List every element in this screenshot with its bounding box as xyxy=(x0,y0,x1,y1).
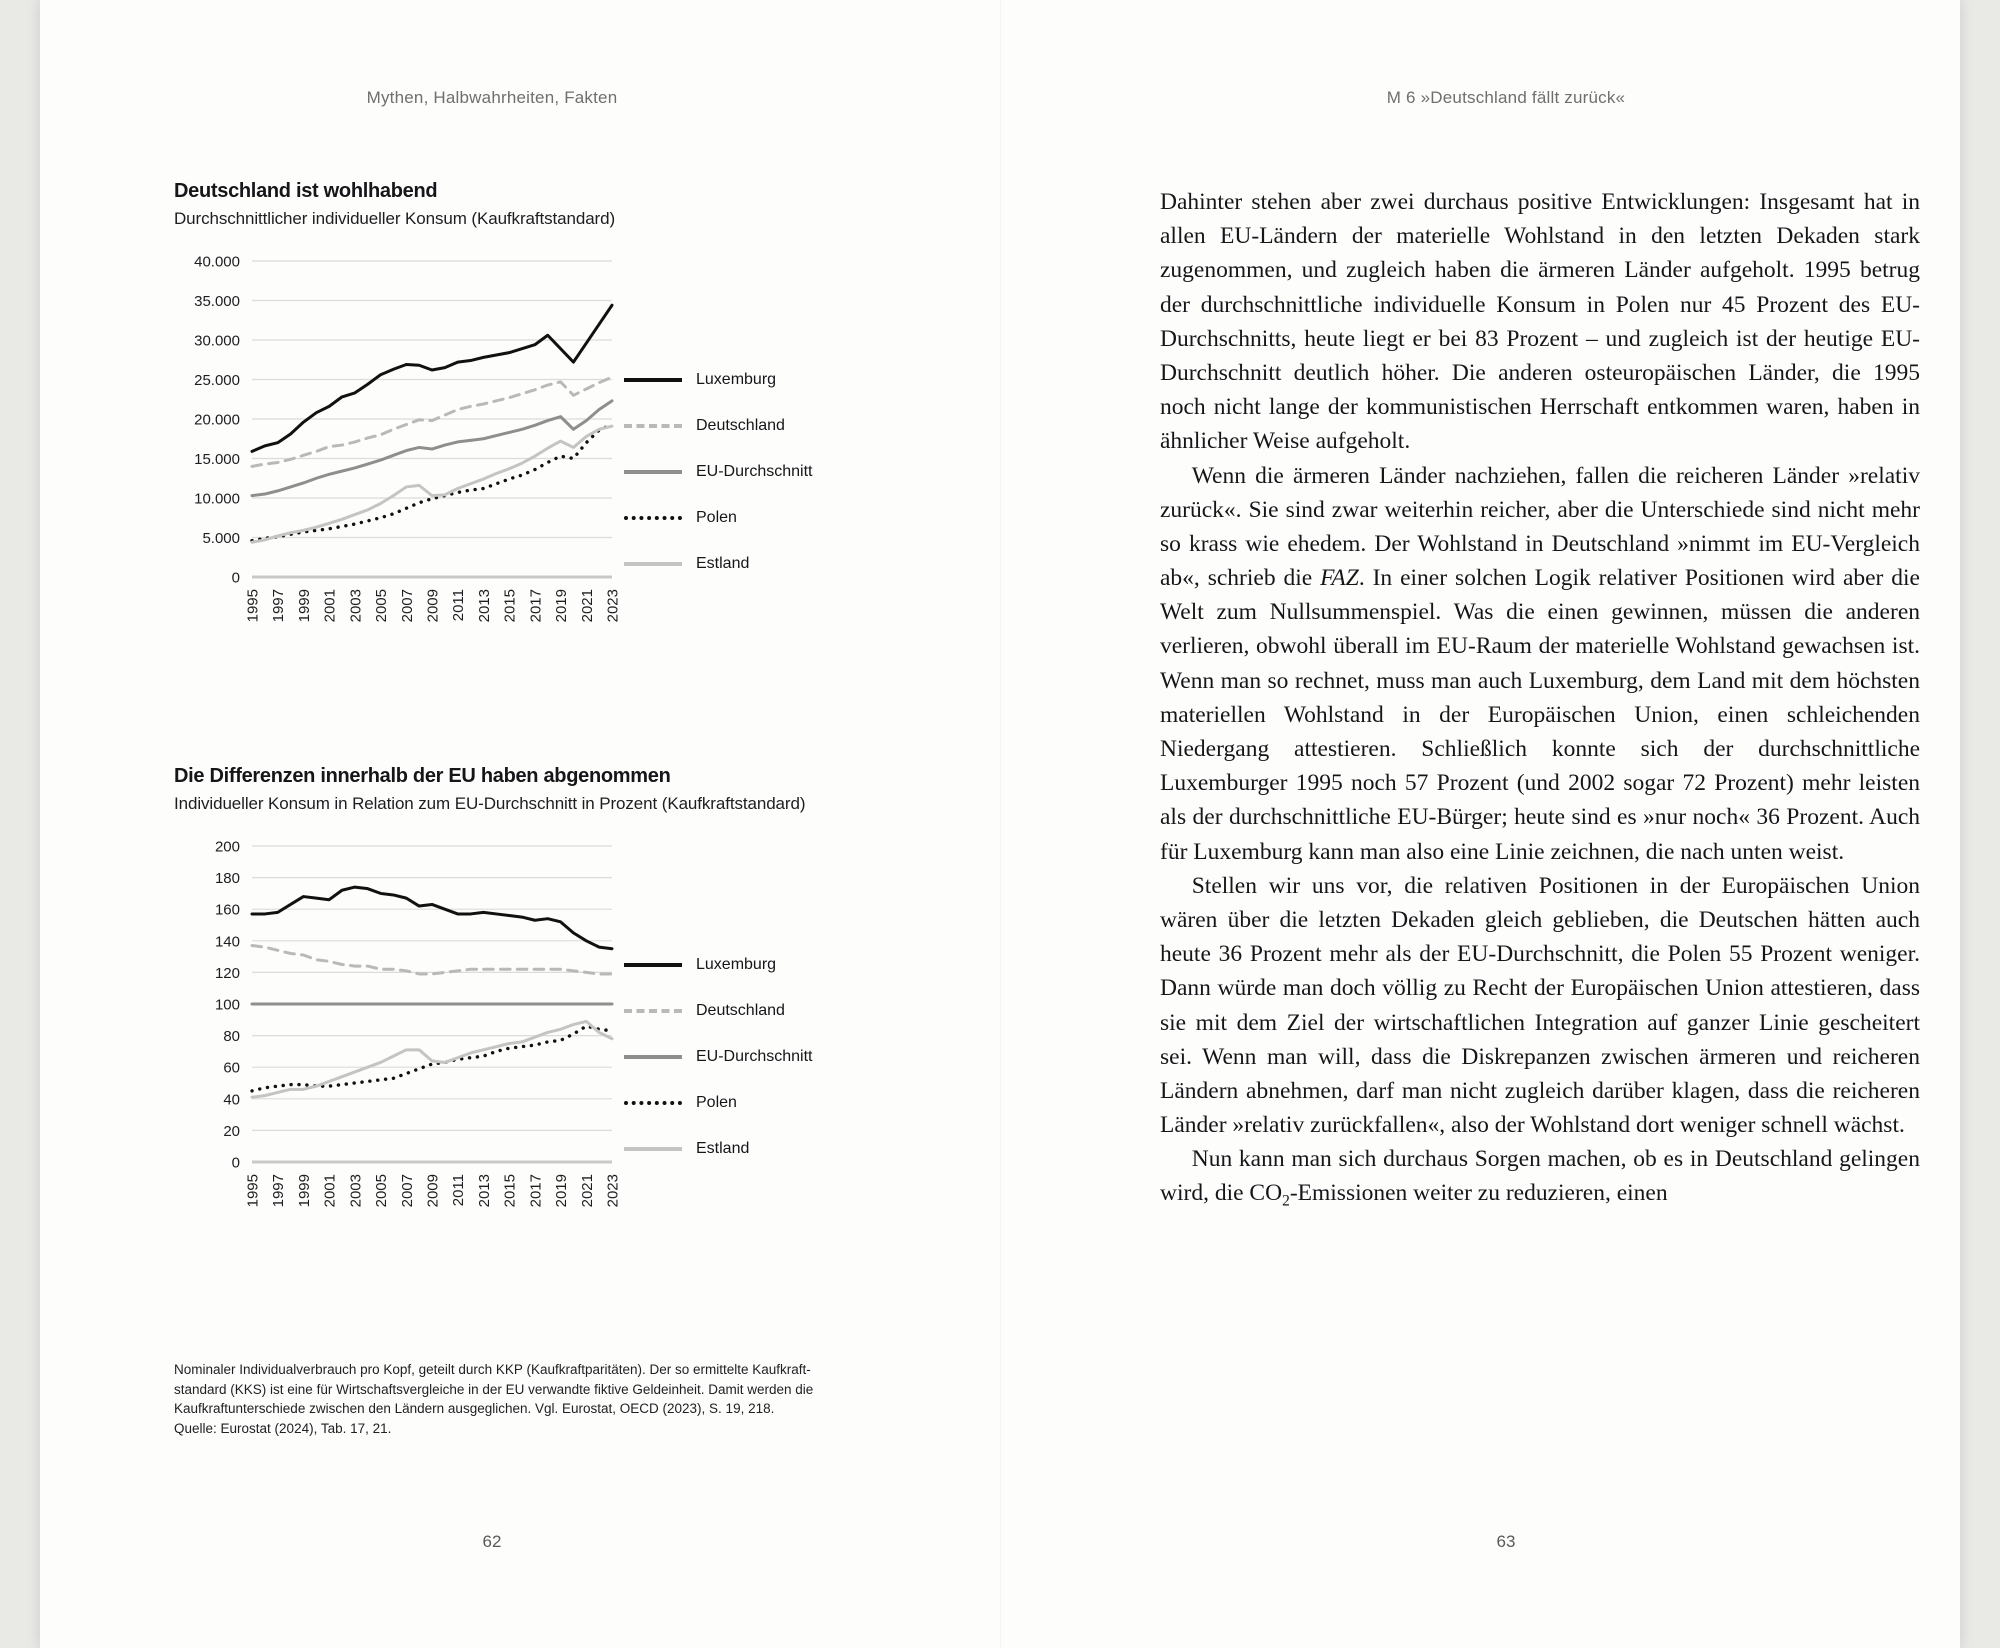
legend-swatch-icon xyxy=(624,1055,682,1059)
x-axis-tick-label: 2005 xyxy=(373,589,391,623)
y-axis-tick-label: 40.000 xyxy=(194,253,240,271)
x-axis-tick-label: 2013 xyxy=(475,589,493,623)
x-axis-tick-label: 1995 xyxy=(244,1174,262,1208)
y-axis-tick-label: 200 xyxy=(214,838,240,856)
x-axis-tick-label: 2009 xyxy=(424,1174,442,1208)
legend-item xyxy=(624,1126,812,1172)
legend-item xyxy=(624,942,812,988)
legend-item xyxy=(624,357,812,403)
y-axis-tick-label: 20.000 xyxy=(194,411,240,429)
y-axis-tick-label: 25.000 xyxy=(194,372,240,389)
y-axis-tick-label: 40 xyxy=(223,1091,240,1109)
legend-swatch-icon xyxy=(624,424,682,428)
x-axis-tick-label: 2003 xyxy=(347,589,365,623)
y-axis-tick-label: 160 xyxy=(214,901,240,919)
y-axis-tick-label: 120 xyxy=(214,964,240,982)
legend-swatch-icon xyxy=(624,1147,682,1151)
legend-item xyxy=(624,449,812,495)
x-axis-tick-label: 2021 xyxy=(578,589,596,623)
y-axis-tick-label: 100 xyxy=(214,996,240,1014)
y-axis-tick-label: 35.000 xyxy=(194,293,240,310)
x-axis-tick-label: 2007 xyxy=(398,1174,416,1208)
chart-legend-1 xyxy=(624,357,812,587)
y-axis-tick-label: 20 xyxy=(223,1122,240,1140)
chart-title-1: Deutschland ist wohlhabend xyxy=(174,180,438,202)
legend-swatch-icon xyxy=(624,516,682,520)
x-axis-tick-label: 2015 xyxy=(501,1174,519,1208)
legend-label: Estland xyxy=(696,1140,750,1157)
body-paragraph: Stellen wir uns vor, die relativen Positionen in der Europäischen Union wären über die letzten Dekaden gleich geblieben, die Deutschen hätten auch heute 36 Prozent mehr als der EU-Durchschnitt, die Polen 55 Prozent weniger. Dann würde man doch völlig zu Recht der Europäischen Union attestieren, dass sie mit dem Ziel der wirtschaftlichen Integration auf ganzer Linie gescheitert sei. Wenn man will, dass die Diskrepanzen zwischen ärmeren und reicheren Ländern abnehmen, darf man nicht zugleich darüber klagen, dass die reicheren Länder »relativ zurückfallen«, also der Wohlstand dort weniger schnell wächst. xyxy=(1160,872,1920,1139)
x-axis-tick-label: 2019 xyxy=(553,589,571,623)
series-line xyxy=(252,887,612,949)
x-axis-tick-label: 1997 xyxy=(270,589,288,623)
legend-item xyxy=(624,403,812,449)
x-axis-tick-label: 2001 xyxy=(321,1174,339,1208)
x-axis-tick-label: 1999 xyxy=(295,589,313,623)
footnote-line: Nominaler Individualverbrauch pro Kopf, geteilt durch KKP (Kaufkraftparitäten). Der so ermittelte Kaufkraft- xyxy=(174,1362,811,1377)
x-axis-tick-label: 2011 xyxy=(450,1174,468,1207)
footnote-line: Quelle: Eurostat (2024), Tab. 17, 21. xyxy=(174,1420,392,1436)
legend-label: EU-Durchschnitt xyxy=(696,463,813,480)
legend-item xyxy=(624,495,812,541)
legend-label: Luxemburg xyxy=(696,956,777,973)
legend-label: EU-Durchschnitt xyxy=(696,1048,813,1065)
x-axis-tick-label: 2003 xyxy=(347,1174,365,1208)
y-axis-tick-label: 5.000 xyxy=(202,530,240,547)
chart-plot-area-1 xyxy=(174,247,934,667)
legend-label: Polen xyxy=(696,509,737,526)
y-axis-tick-label: 60 xyxy=(223,1059,240,1077)
legend-item xyxy=(624,1080,812,1126)
x-axis-tick-label: 1999 xyxy=(295,1174,313,1208)
body-paragraph: Dahinter stehen aber zwei durchaus positive Entwicklungen: Insgesamt hat in allen EU-Ländern der materielle Wohlstand in den letzten Dekaden stark zugenommen, und zugleich haben die ärmeren Länder aufgeholt. 1995 betrug der durchschnittliche individuelle Konsum in Polen nur 45 Prozent des EU-Durchschnitts, heute liegt er bei 83 Prozent – und zugleich ist der heutige EU-Durchschnitt deutlich höher. Die anderen osteuropäischen Länder, die 1995 noch nicht lange der kommunistischen Herrschaft entkommen waren, haben in ähnlicher Weise aufgeholt. xyxy=(1160,189,1920,455)
right-page xyxy=(1000,0,1960,1648)
footnote-line: standard (KKS) ist eine für Wirtschaftsvergleiche in der EU verwandte fiktive Geldeinheit. Damit werden die xyxy=(174,1381,814,1397)
x-axis-tick-label: 2011 xyxy=(450,589,468,622)
series-line xyxy=(252,426,612,542)
legend-item xyxy=(624,988,812,1034)
legend-label: Luxemburg xyxy=(696,371,777,388)
y-axis-tick-label: 80 xyxy=(223,1028,240,1046)
series-line xyxy=(252,401,612,496)
book-spread xyxy=(40,0,1960,1648)
series-line xyxy=(252,305,612,451)
legend-swatch-icon xyxy=(624,1009,682,1013)
legend-label: Polen xyxy=(696,1094,737,1111)
legend-label: Estland xyxy=(696,555,750,572)
legend-label: Deutschland xyxy=(696,1002,785,1019)
chart-block-differenzen xyxy=(174,765,934,1252)
running-head-right: M 6 »Deutschland fällt zurück« xyxy=(1386,88,1626,107)
x-axis-tick-label: 2017 xyxy=(527,1174,545,1208)
y-axis-tick-label: 140 xyxy=(214,933,240,951)
x-axis-tick-label: 2015 xyxy=(501,589,519,623)
body-text-column xyxy=(1160,185,1920,1214)
y-axis-tick-label: 30.000 xyxy=(194,332,240,350)
chart-plot-area-2 xyxy=(174,832,934,1252)
x-axis-tick-label: 1997 xyxy=(270,1174,288,1208)
chart-block-konsum xyxy=(174,180,934,667)
chart-footnote xyxy=(174,1360,894,1438)
legend-swatch-icon xyxy=(624,963,682,967)
series-line xyxy=(252,946,612,974)
x-axis-tick-label: 2023 xyxy=(604,1174,622,1208)
x-axis-tick-label: 1995 xyxy=(244,589,262,623)
legend-item xyxy=(624,541,812,587)
body-paragraph: Nun kann man sich durchaus Sorgen machen, ob es in Deutschland gelingen wird, die $CO_2$-Emissionen weiter zu reduzieren, einen xyxy=(1160,1146,1920,1211)
folio-right: 63 xyxy=(1496,1532,1516,1551)
y-axis-tick-label: 0 xyxy=(231,569,240,587)
y-axis-tick-label: 10.000 xyxy=(194,490,240,508)
x-axis-tick-label: 2023 xyxy=(604,589,622,623)
y-axis-tick-label: 180 xyxy=(214,870,240,888)
footnote-line: Kaufkraftunterschiede zwischen den Ländern ausgeglichen. Vgl. Eurostat, OECD (2023), S. 19, 218. xyxy=(174,1401,775,1417)
y-axis-tick-label: 15.000 xyxy=(194,451,240,468)
legend-label: Deutschland xyxy=(696,417,785,434)
left-page xyxy=(40,0,1000,1648)
y-axis-tick-label: 0 xyxy=(231,1154,240,1172)
body-paragraph: Wenn die ärmeren Länder nachziehen, fallen die reicheren Länder »relativ zurück«. Sie sind zwar weiterhin reicher, aber die Unterschiede sind nicht mehr so krass wie ehedem. Der Wohlstand in Deutschland »nimmt im EU-Vergleich ab«, schrieb die FAZ. In einer solchen Logik relativer Positionen wird aber die Welt zum Nullsummenspiel. Was die einen gewinnen, müssen die anderen verlieren, obwohl überall im EU-Raum der materielle Wohlstand gewachsen ist. Wenn man so rechnet, muss man auch Luxemburg, dem Land mit dem höchsten materiellen Wohlstand in der Europäischen Union, einen schleichenden Niedergang attestieren. Schließlich konnte sich der durchschnittliche Luxemburger 1995 noch 57 Prozent (und 2002 sogar 72 Prozent) mehr leisten als der durchschnittliche EU-Bürger; heute sind es »nur noch« 36 Prozent. Auch für Luxemburg kann man also eine Linie zeichnen, die nach unten weist. xyxy=(1160,462,1920,865)
x-axis-tick-label: 2021 xyxy=(578,1174,596,1208)
x-axis-tick-label: 2005 xyxy=(373,1174,391,1208)
chart-title-2: Die Differenzen innerhalb der EU haben abgenommen xyxy=(174,765,671,787)
x-axis-tick-label: 2007 xyxy=(398,589,416,623)
chart-legend-2 xyxy=(624,942,812,1172)
legend-swatch-icon xyxy=(624,470,682,474)
x-axis-tick-label: 2001 xyxy=(321,589,339,623)
chart-subtitle-1: Durchschnittlicher individueller Konsum (Kaufkraftstandard) xyxy=(174,209,616,228)
legend-swatch-icon xyxy=(624,1101,682,1105)
x-axis-tick-label: 2009 xyxy=(424,589,442,623)
running-head-left: Mythen, Halbwahrheiten, Fakten xyxy=(366,88,618,107)
legend-swatch-icon xyxy=(624,378,682,382)
x-axis-tick-label: 2013 xyxy=(475,1174,493,1208)
folio-left: 62 xyxy=(482,1532,502,1551)
legend-swatch-icon xyxy=(624,562,682,566)
x-axis-tick-label: 2017 xyxy=(527,589,545,623)
legend-item xyxy=(624,1034,812,1080)
x-axis-tick-label: 2019 xyxy=(553,1174,571,1208)
chart-subtitle-2: Individueller Konsum in Relation zum EU-Durchschnitt in Prozent (Kaufkraftstandard) xyxy=(174,794,806,813)
